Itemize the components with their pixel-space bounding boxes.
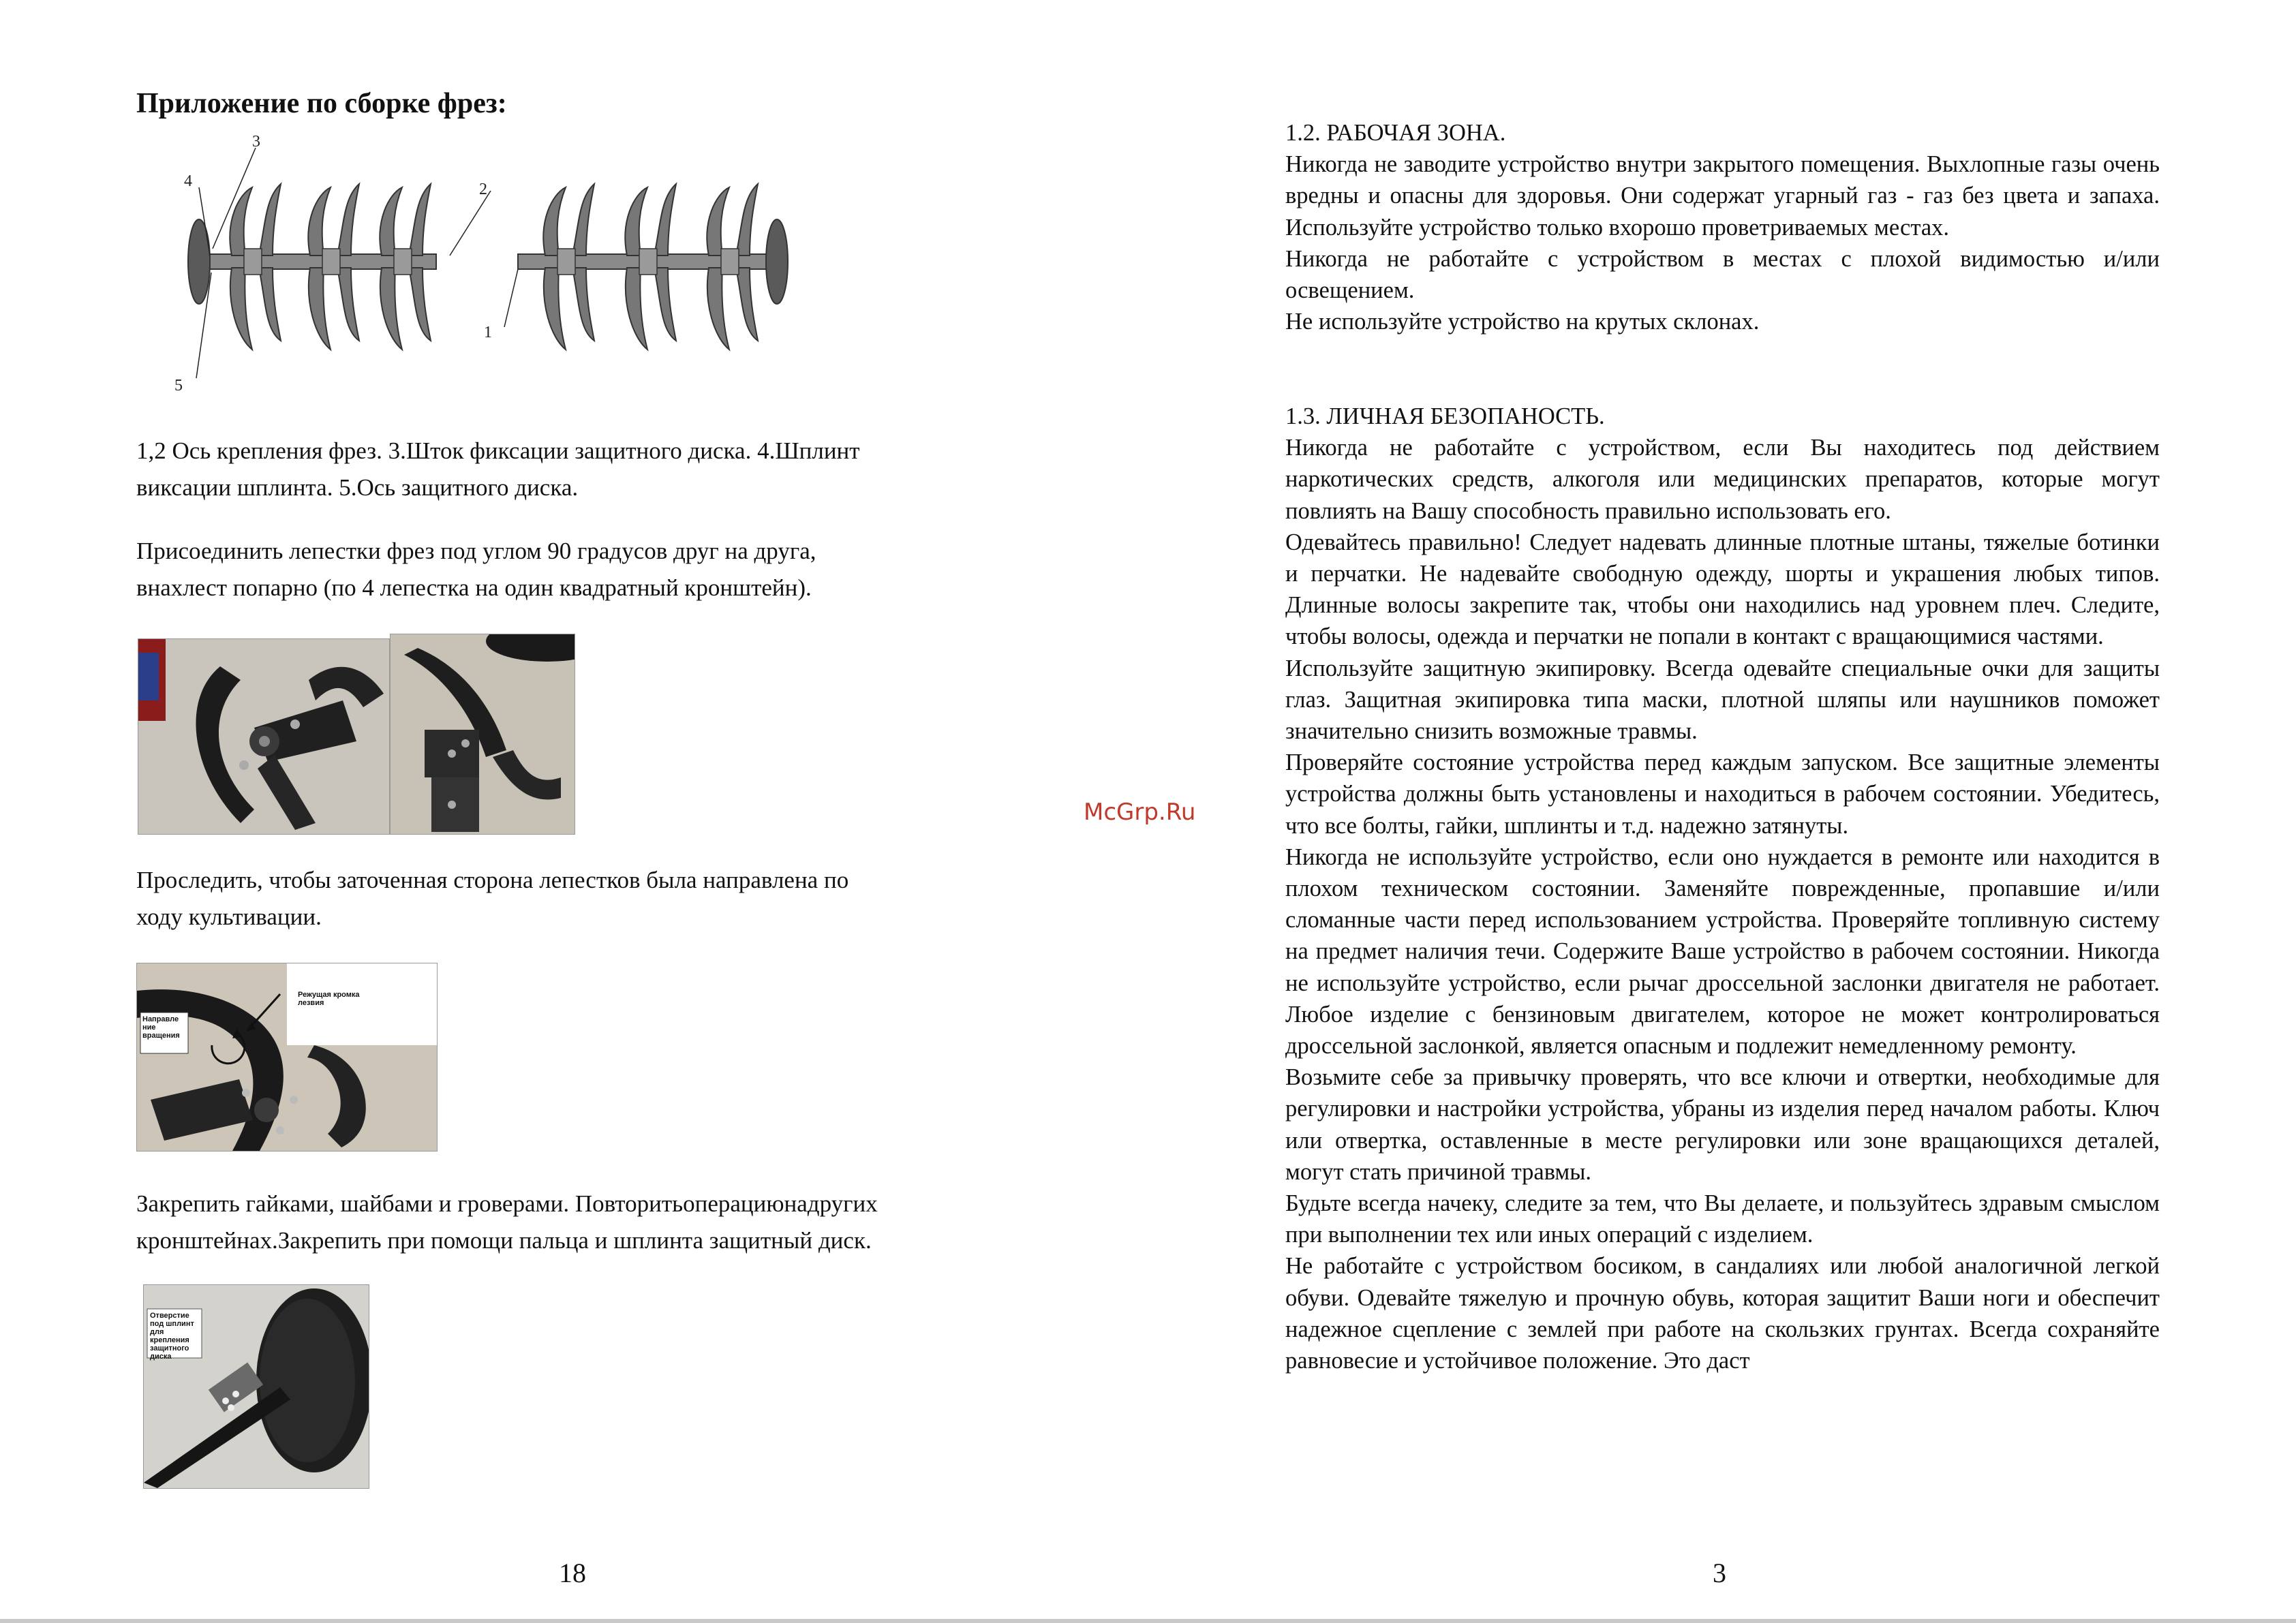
- label-rotation-direction: Направле ние вращения: [142, 1015, 180, 1040]
- page-number-left: 18: [559, 1558, 586, 1588]
- tiller-diagram: [164, 133, 804, 405]
- step-2-line-2: ходу культивации.: [136, 903, 322, 930]
- photo-protective-disc: [143, 1284, 369, 1489]
- section-1-3-paragraph: Никогда не используйте устройство, если оно нуждается в ремонте или находится в плохом техническом состоянии. Заменяйте поврежденные, пропавшие и/или сломанные части перед использованием устройства. Проверяйте топливную систему на предмет наличия течи. Содержите Ваше устройство в рабочем состоянии. Никогда не используйте устройство, если рычаг дроссельной заслонки двигателя не работает. Любое изделие с бензиновым двигателем, которое не может контролироваться дроссельной заслонкой, является опасным и подлежит немедленному ремонту.: [1285, 844, 2160, 1060]
- right-page: [1148, 0, 2296, 1623]
- step-1-line-2: внахлест попарно (по 4 лепестка на один квадратный кронштейн).: [136, 574, 812, 601]
- step-1-line-1: Присоединить лепестки фрез под углом 90 градусов друг на друга,: [136, 538, 816, 564]
- section-1-3-title: 1.3. ЛИЧНАЯ БЕЗОПАНОСТЬ.: [1285, 403, 1605, 429]
- label-cutting-edge: Режущая кромка лезвия: [298, 991, 360, 1007]
- section-1-3-paragraph: Возьмите себе за привычку проверять, что все ключи и отвертки, необходимые для регулировки и настройки устройства, убраны из изделия перед началом работы. Ключ или отвертка, оставленные в месте регулировки или зоне вращающихся деталей, могут стать причиной травмы.: [1285, 1064, 2160, 1185]
- step-3-line-1: Закрепить гайками, шайбами и гроверами. Повторитьоперациюнадругих: [136, 1190, 878, 1217]
- section-1-2-paragraph: Никогда не заводите устройство внутри закрытого помещения. Выхлопные газы очень вредны и опасны для здоровья. Они содержат угарный газ - газ без цвета и запаха. Используйте устройство только вхорошо проветриваемых местах.: [1285, 151, 2160, 241]
- section-1-3: [1285, 401, 2160, 1376]
- section-1-3-paragraph: Используйте защитную экипировку. Всегда одевайте специальные очки для защиты глаз. Защитная экипировка типа маски, плотной шляпы или наушников поможет значительно снизить возможные травмы.: [1285, 655, 2160, 745]
- callout-5: 5: [174, 377, 183, 395]
- label-pin-hole: Отверстие под шплинт для крепления защитного диска: [150, 1312, 194, 1361]
- section-1-3-paragraph: Не работайте с устройством босиком, в сандалиях или любой аналогичной легкой обуви. Одевайте тяжелую и прочную обувь, которая защитит Ваши ноги и обеспечит надежное сцепление с землей при работе на скользких грунтах. Всегда сохраняйте равновесие и устойчивое положение. Это даст: [1285, 1253, 2160, 1374]
- section-1-2-paragraph: Никогда не работайте с устройством в местах с плохой видимостью и/или освещением.: [1285, 245, 2160, 304]
- section-1-3-paragraph: Одевайтесь правильно! Следует надевать длинные плотные штаны, тяжелые ботинки и перчатки. Не надевайте свободную одежду, шорты и украшения любых типов. Длинные волосы закрепите так, чтобы они находились над уровнем плеч. Следите, чтобы волосы, одежда и перчатки не попали в контакт с вращающимися частями.: [1285, 529, 2160, 650]
- step-1-text: [136, 533, 1022, 606]
- page-heading: Приложение по сборке фрез:: [136, 88, 507, 119]
- section-1-3-paragraph: Будьте всегда начеку, следите за тем, что Вы делаете, и пользуйтесь здравым смыслом при выполнении тех или иных операций с изделием.: [1285, 1190, 2160, 1248]
- step-3-text: [136, 1186, 1022, 1259]
- section-1-3-paragraph: Никогда не работайте с устройством, если Вы находитесь под действием наркотических средств, алкоголя или медицинских препаратов, которые могут повлиять на Вашу способность правильно использовать его.: [1285, 435, 2160, 524]
- callout-2: 2: [479, 181, 487, 198]
- step-2-line-1: Проследить, чтобы заточенная сторона лепестков была направлена по: [136, 867, 849, 893]
- section-1-2: [1285, 117, 2160, 337]
- photo-blade-bracket-2: [390, 634, 575, 835]
- callout-1: 1: [484, 324, 492, 341]
- photo-blade-bracket-1: [138, 638, 390, 835]
- section-1-2-paragraph: Не используйте устройство на крутых склонах.: [1285, 309, 1760, 335]
- legend-line-2: виксации шплинта. 5.Ось защитного диска.: [136, 474, 579, 501]
- page-number-right: 3: [1713, 1558, 1726, 1588]
- step-2-text: [136, 862, 1022, 936]
- section-1-3-paragraph: Проверяйте состояние устройства перед каждым запуском. Все защитные элементы устройства должны быть установлены и находиться в рабочем состоянии. Убедитесь, что все болты, гайки, шплинты и т.д. надежно затянуты.: [1285, 749, 2160, 839]
- step-3-line-2: кронштейнах.Закрепить при помощи пальца и шплинта защитный диск.: [136, 1227, 872, 1254]
- callout-4: 4: [184, 172, 192, 190]
- photo-rotation-direction: [136, 963, 438, 1151]
- watermark: McGrp.Ru: [1084, 799, 1196, 826]
- callout-3: 3: [252, 133, 260, 151]
- legend-line-1: 1,2 Ось крепления фрез. 3.Шток фиксации защитного диска. 4.Шплинт: [136, 437, 860, 464]
- bottom-edge: [0, 1619, 2296, 1623]
- legend-text: [136, 433, 1022, 506]
- section-1-2-title: 1.2. РАБОЧАЯ ЗОНА.: [1285, 120, 1506, 146]
